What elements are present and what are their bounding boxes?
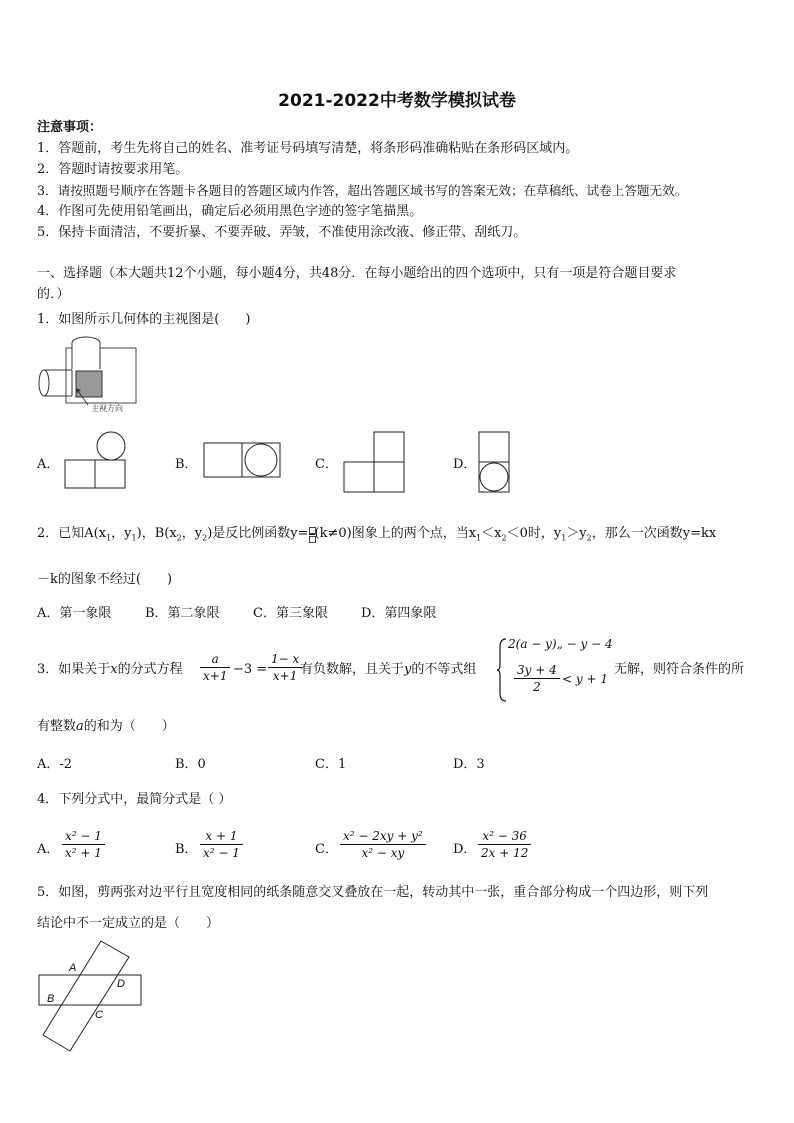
q5-stem: 5．如图，剪两张对边平行且宽度相同的纸条随意交叉叠放在一起，转动其中一张，重合部分构成一个四边形，则下列 [37, 885, 709, 900]
q3-stem: 3．如果关于x的分式方程 [37, 662, 183, 677]
q5-label-d: D [117, 978, 125, 990]
q5-stem-cont: 结论中不一定成立的是（ ） [37, 916, 220, 931]
q4-option-b-label[interactable]: B． [175, 842, 198, 857]
notice-item: 5．保持卡面清洁，不要折暴、不要弄破、弄皱，不准使用涂改液、修正带、刮纸刀。 [37, 225, 527, 240]
section-heading: 一、选择题（本大题共12个小题，每小题4分，共48分．在每小题给出的四个选项中，只有一项是符合题目要求 [37, 266, 677, 281]
q3-option-b[interactable]: B．0 [175, 757, 206, 772]
q3-stem-end: 无解，则符合条件的所 [614, 662, 745, 677]
q3-brace [496, 637, 508, 703]
notice-item: 1．答题前，考生先将自己的姓名、准考证号码填写清楚，将条形码准确粘贴在条形码区域内。 [37, 141, 579, 156]
q1-option-d-figure[interactable] [477, 430, 511, 494]
q1-option-d-label[interactable]: D． [453, 457, 477, 472]
q1-solid-figure [36, 333, 146, 415]
q3-inequality-2-fraction: 3y + 4 2 [514, 662, 560, 695]
q2-option-c[interactable]: C．第三象限 [253, 606, 328, 621]
q3-option-a[interactable]: A．-2 [37, 757, 73, 772]
notice-item: 2．答题时请按要求用笔。 [37, 162, 189, 177]
q3-stem-mid: 有负数解，且关于y的不等式组 [300, 662, 477, 677]
q3-minus: −3 = [233, 662, 268, 677]
notice-item: 3．请按照题号顺序在答题卡各题目的答题区域内作答，超出答题区域书写的答案无效；在草稿纸、试卷上答题无效。 [37, 183, 688, 198]
q3-fraction-2: 1− x x+1 [268, 651, 302, 684]
q2-stem-cont: －k的图象不经过( ) [37, 572, 173, 587]
q3-inequality-1: 2(a − y)„ − y − 4 [508, 637, 613, 651]
notice-heading: 注意事项： [37, 120, 103, 135]
q1-stem: 1．如图所示几何体的主视图是( ) [37, 312, 251, 327]
q4-option-a-label[interactable]: A． [37, 842, 60, 857]
q2-option-b[interactable]: B．第二象限 [145, 606, 220, 621]
q4-option-a-fraction[interactable]: x² − 1 x² + 1 [62, 828, 105, 861]
q5-label-b: B [47, 993, 55, 1005]
q3-option-d[interactable]: D．3 [453, 757, 485, 772]
page-title: 2021-2022中考数学模拟试卷 [278, 91, 516, 111]
q1-option-c-label[interactable]: C． [315, 457, 338, 472]
q4-option-c-label[interactable]: C． [315, 842, 338, 857]
q3-fraction-1: a x+1 [200, 651, 230, 684]
q5-label-c: C [95, 1009, 103, 1021]
q2-stem: 2．已知$A(x_1$，$y_1$)，$B(x_2$，$y_2$)是反比例函数y= (k≠0)图象上的两个点，当$x_1<x_2<0$时，$y_1>y_2$，那么一次函数y=kx [37, 526, 717, 543]
q1-option-b-label[interactable]: B． [175, 457, 198, 472]
q4-option-d-label[interactable]: D． [453, 842, 477, 857]
q1-option-b-figure[interactable] [202, 441, 284, 481]
q4-option-c-fraction[interactable]: x² − 2xy + y² x² − xy [340, 828, 426, 861]
q4-option-d-fraction[interactable]: x² − 36 2x + 12 [478, 828, 531, 861]
q5-label-a: A [69, 962, 77, 974]
q5-strips-figure [35, 935, 147, 1055]
q3-stem-cont: 有整数a的和为（ ） [37, 719, 175, 734]
q1-option-c-figure[interactable] [340, 430, 406, 494]
q4-option-b-fraction[interactable]: x + 1 x² − 1 [200, 828, 243, 861]
q1-option-a-figure[interactable] [63, 430, 129, 492]
q2-option-d[interactable]: D．第四象限 [361, 606, 437, 621]
section-heading-cont: 的．） [37, 287, 70, 302]
q2-option-a[interactable]: A．第一象限 [37, 606, 112, 621]
notice-item: 4．作图可先使用铅笔画出，确定后必须用黑色字迹的签字笔描黑。 [37, 204, 423, 219]
q1-option-a-label[interactable]: A． [37, 457, 60, 472]
q4-stem: 4．下列分式中，最简分式是（ ） [37, 792, 232, 807]
q3-inequality-2-rest: < y + 1 [562, 672, 608, 686]
q3-option-c[interactable]: C．1 [315, 757, 347, 772]
q1-view-label: 主视方向 [91, 404, 123, 413]
